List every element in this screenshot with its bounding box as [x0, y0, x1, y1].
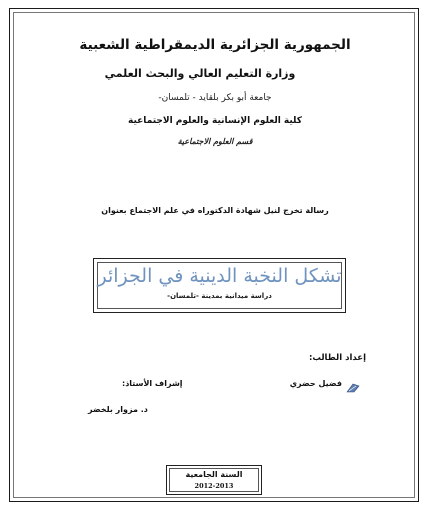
faculty-name: كلية العلوم الإنسانية والعلوم الاجتماعية	[128, 116, 302, 126]
republic-heading: الجمهورية الجزائرية الديمقراطية الشعبية	[79, 37, 351, 53]
student-name: فضيل حضري	[289, 378, 342, 388]
supervision-label: إشراف الأستاذ:	[122, 379, 183, 388]
academic-year-value: 2012-2013	[194, 482, 234, 490]
supervisor-name: د. مزوار بلخضر	[88, 405, 148, 414]
thesis-title: تشكل النخبة الدينية في الجزائر	[97, 265, 342, 287]
academic-year-box	[166, 465, 262, 495]
university-name: جامعة أبو بكر بلقايد - تلمسان-	[158, 93, 272, 103]
thesis-description: رسالة تخرج لنيل شهادة الدكتوراه في علم الاجتماع بعنوان	[101, 206, 329, 215]
pen-nib-icon	[346, 378, 360, 388]
thesis-subtitle: دراسة ميدانية بمدينة -تلمسان-	[167, 292, 272, 300]
student-row	[290, 378, 360, 388]
academic-year-label: السنة الجامعية	[185, 470, 243, 479]
ministry-heading: وزارة التعليم العالي والبحث العلمي	[104, 67, 296, 80]
prepared-by-label: إعداد الطالب:	[308, 353, 366, 363]
page-border-inner	[13, 12, 415, 498]
title-box	[93, 258, 346, 313]
department-name: قسم العلوم الاجتماعية	[177, 137, 253, 146]
